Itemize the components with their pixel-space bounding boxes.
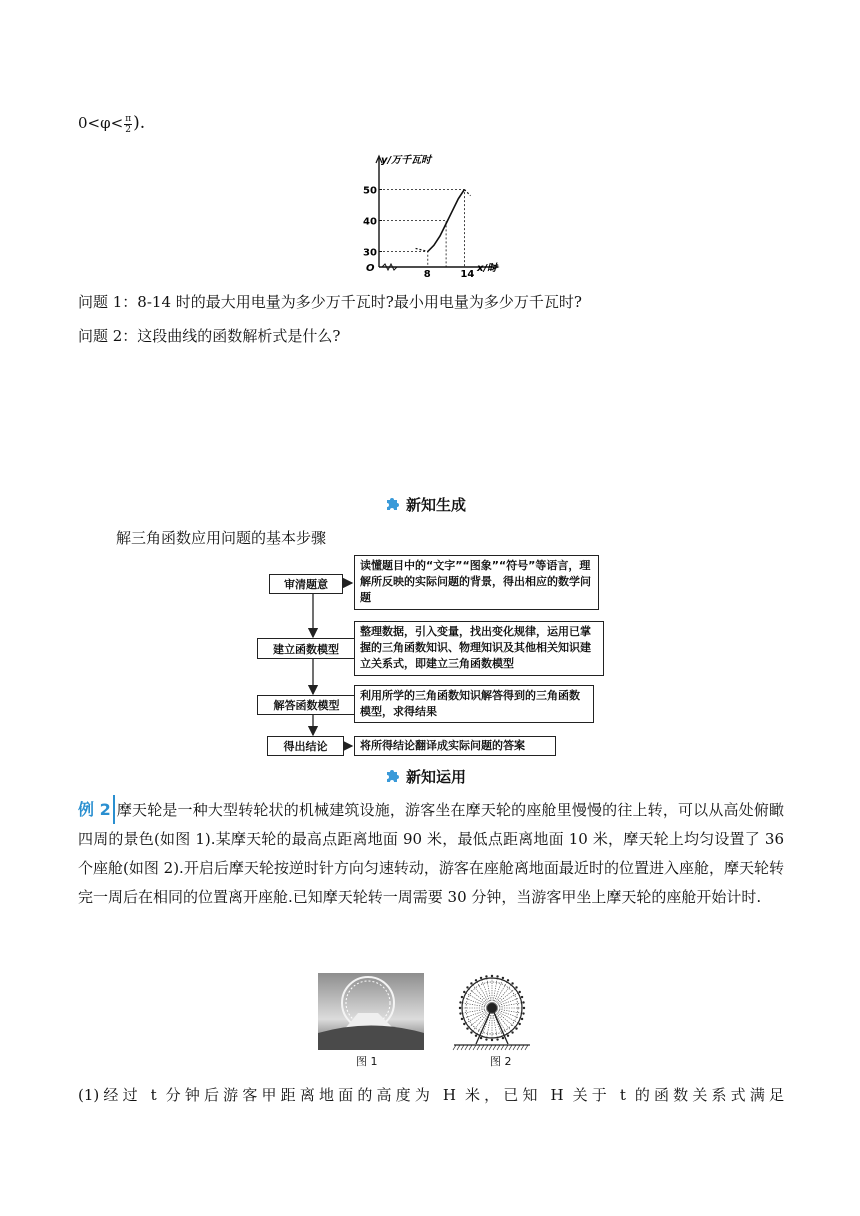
flow-desc-3: 利用所学的三角函数知识解答得到的三角函数模型，求得结果 — [354, 685, 594, 723]
section-subtitle: 解三角函数应用问题的基本步骤 — [116, 529, 327, 547]
ground-hatch — [477, 1045, 480, 1050]
ground-hatch — [481, 1045, 484, 1050]
ground-hatch — [457, 1045, 460, 1050]
origin-label: O — [366, 263, 375, 274]
wheel-cabin — [475, 979, 477, 981]
wheel-cabin — [463, 1023, 465, 1025]
x-tick-label: 14 — [460, 269, 475, 277]
guide-max — [379, 190, 464, 268]
ground-hatch — [465, 1045, 468, 1050]
wheel-cabin — [522, 1001, 524, 1003]
wheel-cabin — [470, 982, 472, 984]
wheel-cabin — [515, 986, 517, 988]
formula-suffix: ). — [133, 113, 146, 133]
puzzle-icon — [384, 767, 400, 787]
ground-hatch — [505, 1045, 508, 1050]
last-line — [78, 1080, 784, 1110]
ground-hatch — [461, 1045, 464, 1050]
wheel-cabin — [511, 982, 513, 984]
ground-hatch — [497, 1045, 500, 1050]
ground-hatch — [525, 1045, 528, 1050]
wheel-cabin — [485, 1038, 487, 1040]
guide-mid — [379, 221, 446, 268]
wheel-cabin — [496, 975, 498, 977]
ground-hatch — [453, 1045, 456, 1050]
flow-desc-1: 读懂题目中的“文字”“图象”“符号”等语言，理解所反映的实际问题的背景，得出相应的数学问题 — [354, 555, 599, 610]
flow-step-3: 解答函数模型 — [257, 695, 356, 715]
puzzle-icon — [384, 495, 400, 515]
wheel-cabin — [485, 975, 487, 977]
example-2-paragraph — [78, 795, 784, 912]
wheel-cabin — [519, 991, 521, 993]
wheel-cabin — [459, 1001, 461, 1003]
wheel-cabin — [466, 986, 468, 988]
wheel-cabin — [491, 975, 493, 977]
wheel-cabin — [463, 991, 465, 993]
wheel-cabin — [502, 1037, 504, 1039]
wheel-cabin — [480, 977, 482, 979]
wheel-cabin — [515, 1027, 517, 1029]
wheel-cabin — [522, 1012, 524, 1014]
wheel-cabin — [519, 1023, 521, 1025]
wheel-cabin — [461, 1018, 463, 1020]
figure-1-caption: 图 1 — [356, 1055, 378, 1068]
y-tick-label: 50 — [363, 185, 377, 197]
flow-step-4: 得出结论 — [267, 736, 344, 756]
y-tick-label: 30 — [363, 247, 377, 259]
flow-step-2: 建立函数模型 — [257, 638, 355, 659]
wheel-cabin — [459, 1007, 461, 1009]
last-line-text: (1)经过 t 分钟后游客甲距离地面的高度为 H 米，已知 H 关于 t 的函数关系式满足 — [78, 1086, 784, 1104]
flow-step-1: 审清题意 — [269, 574, 343, 594]
section-title-1: 新知生成 — [406, 496, 467, 514]
wheel-cabin — [461, 996, 463, 998]
wheel-cabin — [480, 1037, 482, 1039]
ground-hatch — [521, 1045, 524, 1050]
ground-hatch — [485, 1045, 488, 1050]
ground-hatch — [493, 1045, 496, 1050]
curve-dashed-right — [464, 190, 470, 196]
y-tick-label: 40 — [363, 216, 377, 228]
wheel-cabin — [496, 1038, 498, 1040]
x-tick-label: 8 — [423, 269, 431, 277]
figure-1-photo — [318, 973, 424, 1050]
fraction-pi-over-2: $\frac{\pi}{2}$ — [125, 113, 132, 135]
flow-desc-2: 整理数据，引入变量，找出变化规律，运用已掌握的三角函数知识、物理知识及其他相关知识建立关系式，即建立三角函数模型 — [354, 621, 604, 676]
question-2: 问题 2：这段曲线的函数解析式是什么? — [78, 327, 341, 345]
example-text: 摩天轮是一种大型转轮状的机械建筑设施，游客坐在摩天轮的座舱里慢慢的往上转，可以从高处俯瞰四周的景色(如图 1).某摩天轮的最高点距离地面 90 米，最低点距离地面 10 米，摩天轮上均匀设置了 36 个座舱(如图 2).开启后摩天轮按逆时针方向匀速转动，游客在座舱离地面最近时的位置进入座舱，摩天轮转完一周后在相同的位置离开座舱.已知摩天轮转一周需要 30 分钟，当游客甲坐上摩天轮的座舱开始计时. — [78, 801, 784, 906]
wheel-cabin — [475, 1035, 477, 1037]
x-axis-label: x/时 — [477, 263, 498, 274]
wheel-cabin — [521, 1018, 523, 1020]
ground-hatch — [509, 1045, 512, 1050]
flowchart — [255, 555, 605, 765]
ground-hatch — [501, 1045, 504, 1050]
example-tag: 例 2 — [78, 795, 115, 824]
wheel-cabin — [507, 979, 509, 981]
wheel-cabin — [470, 1031, 472, 1033]
wheel-cabin — [521, 996, 523, 998]
formula-prefix: 0<φ< — [78, 114, 124, 132]
wheel-cabin — [466, 1027, 468, 1029]
ground-hatch — [469, 1045, 472, 1050]
section-heading-new-knowledge — [384, 494, 466, 515]
wheel-cabin — [507, 1035, 509, 1037]
guide-min — [379, 252, 428, 268]
electricity-graph — [355, 152, 505, 277]
ground-hatch — [517, 1045, 520, 1050]
ground-hatch — [513, 1045, 516, 1050]
question-1: 问题 1：8-14 时的最大用电量为多少万千瓦时?最小用电量为多少万千瓦时? — [78, 293, 582, 311]
ground-hatch — [473, 1045, 476, 1050]
section-heading-application — [384, 766, 466, 787]
curve-dashed-left — [416, 248, 428, 251]
top-formula — [78, 108, 145, 138]
flow-desc-4: 将所得结论翻译成实际问题的答案 — [354, 736, 556, 756]
section-title-2: 新知运用 — [406, 768, 467, 786]
wheel-cabin — [491, 1039, 493, 1041]
ground-hatch — [489, 1045, 492, 1050]
wheel-cabin — [502, 977, 504, 979]
figure-2-ferris-wheel — [452, 972, 532, 1052]
y-axis-label: y/万千瓦时 — [381, 155, 432, 166]
wheel-cabin — [511, 1031, 513, 1033]
wheel-cabin — [459, 1012, 461, 1014]
figure-2-caption: 图 2 — [490, 1055, 512, 1068]
wheel-cabin — [523, 1007, 525, 1009]
